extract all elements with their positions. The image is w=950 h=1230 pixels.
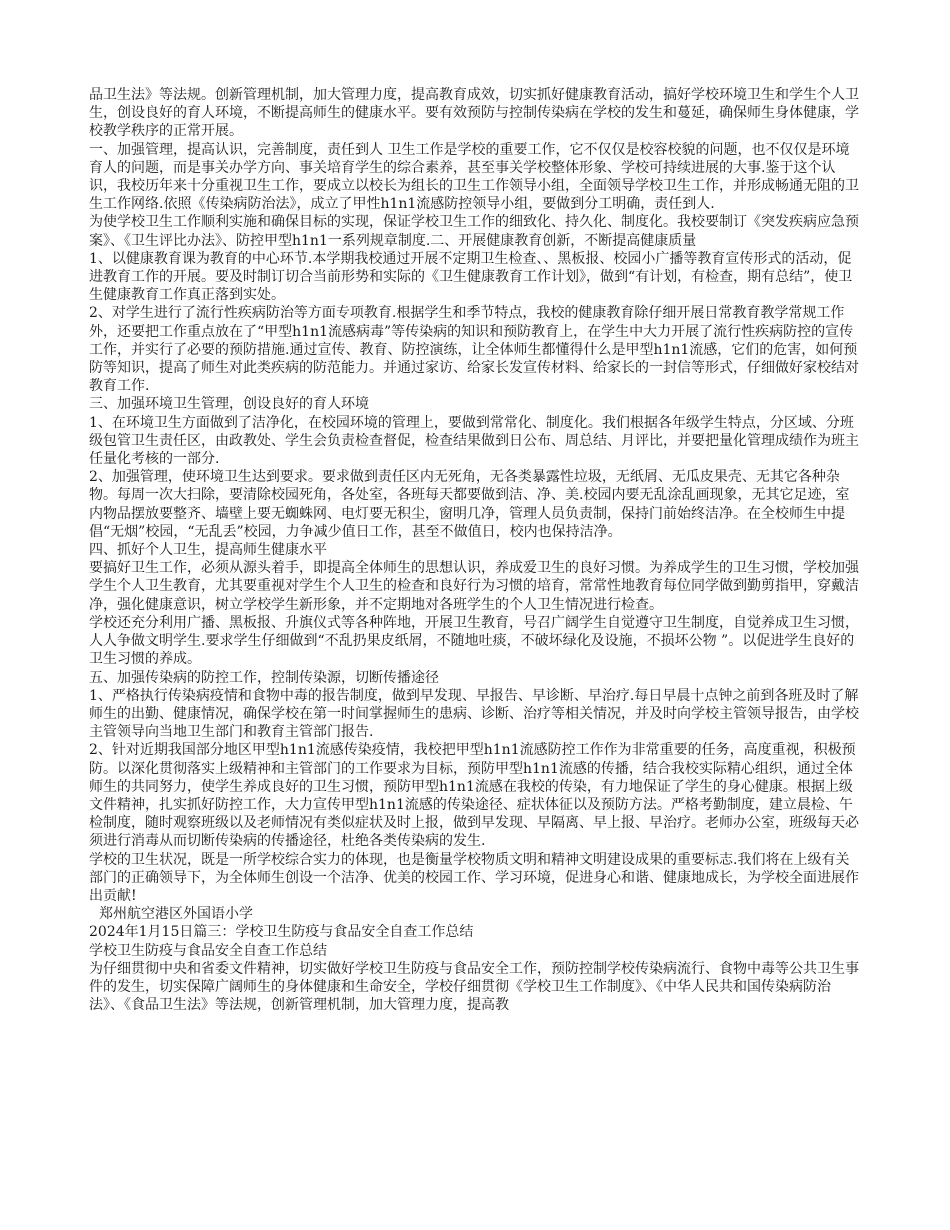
item-environment-requirements: 2、加强管理，使环境卫生达到要求。要求做到责任区内无死角，无各类暴露性垃圾，无纸屑、无瓜皮果壳、无其它各种杂物。每周一次大扫除，要清除校园死角，各处室，各班每天都要做到洁、净、美.校园内要无乱涂乱画现象，无其它足迹，室内物品摆放要整齐、墙壁上要无蜘蛛网、电灯要无积尘，窗明几净，管理人员负责制，保持门前始终洁净。在全校师生中提倡“无烟”校园，“无乱丢”校园，力争减少值日工作，甚至不做值日，校内也保持洁净。: [89, 469, 850, 540]
signature-school-name: 郑州航空港区外国语小学: [99, 906, 253, 923]
item-health-education-course: 1、以健康教育课为教育的中心环节.本学期我校通过开展不定期卫生检查、、黑板报、校园小广播等教育宣传形式的活动，促进教育工作的开展。要及时制订切合当前形势和实际的《卫生健康教育工作计划》，做到“有计划，有检查，期有总结”，使卫生健康教育工作真正落到实处。: [89, 250, 853, 304]
paragraph-conclusion: 学校的卫生状况，既是一所学校综合实力的体现，也是衡量学校物质文明和精神文明建设成果的重要标志.我们将在上级有关部门的正确领导下，为全体师生创设一个洁净、优美的校园工作、学习环境，促进身心和谐、健康地成长，为学校全面进展作出贡献!: [89, 851, 859, 904]
paragraph-hygiene-publicity: 学校还充分利用广播、黑板报、升旗仪式等各种阵地，开展卫生教育，号召广阔学生自觉遵守卫生制度，自觉养成卫生习惯，人人争做文明学生.要求学生仔细做到“不乱扔果皮纸屑，不随地吐痰，不破坏绿化及设施，不损坏公物 ”。以促进学生良好的卫生习惯的养成。: [89, 614, 859, 668]
section-three-heading: 三、加强环境卫生管理，创设良好的育人环境: [89, 396, 369, 413]
next-document-intro: 为仔细贯彻中央和省委文件精神，切实做好学校卫生防疫与食品安全工作，预防控制学校传染病流行、食物中毒等公共卫生事件的发生，切实保障广阔师生的身体健康和生命安全，学校仔细贯彻《学校卫生工作制度》、《中华人民共和国传染病防治法》、《食品卫生法》等法规，创新管理机制，加大管理力度，提高教: [89, 960, 859, 1014]
section-five-heading: 五、加强传染病的防控工作，控制传染源，切断传播途径: [89, 669, 439, 686]
section-four-heading: 四、抓好个人卫生，提高师生健康水平: [89, 542, 327, 559]
item-epidemic-education: 2、对学生进行了流行性疾病防治等方面专项教育.根据学生和季节特点，我校的健康教育除仔细开展日常教育教学常规工作外，还要把工作重点放在了“甲型h1n1流感病毒”等传染病的知识和预防教育上，在学生中大力开展了流行性疾病防控的宣传工作，并实行了必要的预防措施.通过宣传、教育、防控演练，让全体师生都懂得什么是甲型h1n1流感，它们的危害，如何预防等知识，提高了师生对此类疾病的防范能力。并通过家访、给家长发宣传材料、给家长的一封信等形式，仔细做好家校结对教育工作.: [89, 305, 859, 395]
item-environment-cleanliness: 1、在环境卫生方面做到了洁净化，在校园环境的管理上，要做到常常化、制度化。我们根据各年级学生特点，分区域、分班级包管卫生责任区，由政教处、学生会负责检查督促，检查结果做到日公布、周总结、月评比，并要把量化管理成绩作为班主任量化考核的一部分.: [89, 414, 859, 468]
paragraph-regulations: 为使学校卫生工作顺利实施和确保目标的实现，保证学校卫生工作的细致化、持久化、制度化。我校要制订《突发疾病应急预案》、《卫生评比办法》、防控甲型h1n1一系列规章制度.二、开展健康教育创新，不断提高健康质量: [89, 214, 859, 249]
item-h1n1-prevention: 2、针对近期我国部分地区甲型h1n1流感传染疫情，我校把甲型h1n1流感防控工作作为非常重要的任务，高度重视，积极预防。以深化贯彻落实上级精神和主管部门的工作要求为目标，预防甲型h1n1流感的传播，结合我校实际精心组织，通过全体师生的共同努力，使学生养成良好的卫生习惯，预防甲型h1n1流感在我校的传染，有力地保证了学生的身心健康。根据上级文件精神，扎实抓好防控工作，大力宣传甲型h1n1流感的传染途径、症状体征以及预防方法。严格考勤制度，建立晨检、午检制度，随时观察班级以及老师情况有类似症状及时上报，做到早发现、早隔离、早上报、早治疗。老师办公室，班级每天必须进行消毒从而切断传染病的传播途径，杜绝各类传染病的发生.: [89, 742, 859, 850]
paragraph-intro: 品卫生法》等法规。创新管理机制，加大管理力度，提高教育成效，切实抓好健康教育活动，搞好学校环境卫生和学生个人卫生，创设良好的育人环境，不断提高师生的健康水平。要有效预防与控制传染病在学校的发生和蔓延，确保师生身体健康，学校教学秩序的正常开展。: [89, 87, 859, 140]
document-page: [89, 86, 861, 1014]
date-and-next-part-title: 2024年1月15日篇三：学校卫生防疫与食品安全自查工作总结: [89, 924, 474, 941]
next-document-title: 学校卫生防疫与食品安全自查工作总结: [89, 942, 327, 959]
section-one-management: 一、加强管理，提高认识，完善制度，责任到人 卫生工作是学校的重要工作，它不仅仅是校容校貌的问题，也不仅仅是环境育人的问题，而是事关办学方向、事关培育学生的综合素养，甚至事关学校整体形象、学校可持续进展的大事.鉴于这个认识，我校历年来十分重视卫生工作，要成立以校长为组长的卫生工作领导小组，全面领导学校卫生工作，并形成畅通无阻的卫生工作网络.依照《传染病防治法》，成立了甲性h1n1流感防控领导小组，要做到分工明确，责任到人.: [89, 141, 859, 213]
paragraph-personal-hygiene: 要搞好卫生工作，必须从源头着手，即提高全体师生的思想认识，养成爱卫生的良好习惯。为养成学生的卫生习惯，学校加强学生个人卫生教育，尤其要重视对学生个人卫生的检查和良好行为习惯的培育，常常性地教育每位同学做到勤剪指甲，穿戴洁净，强化健康意识，树立学校学生新形象，并不定期地对各班学生的个人卫生情况进行检查。: [89, 560, 859, 613]
item-reporting-system: 1、严格执行传染病疫情和食物中毒的报告制度，做到早发现、早报告、早诊断、早治疗.每日早晨十点钟之前到各班及时了解师生的出勤、健康情况，确保学校在第一时间掌握师生的患病、诊断、治疗等相关情况，并及时向学校主管领导报告，由学校主管领导向当地卫生部门和教育主管部门报告.: [89, 687, 859, 741]
